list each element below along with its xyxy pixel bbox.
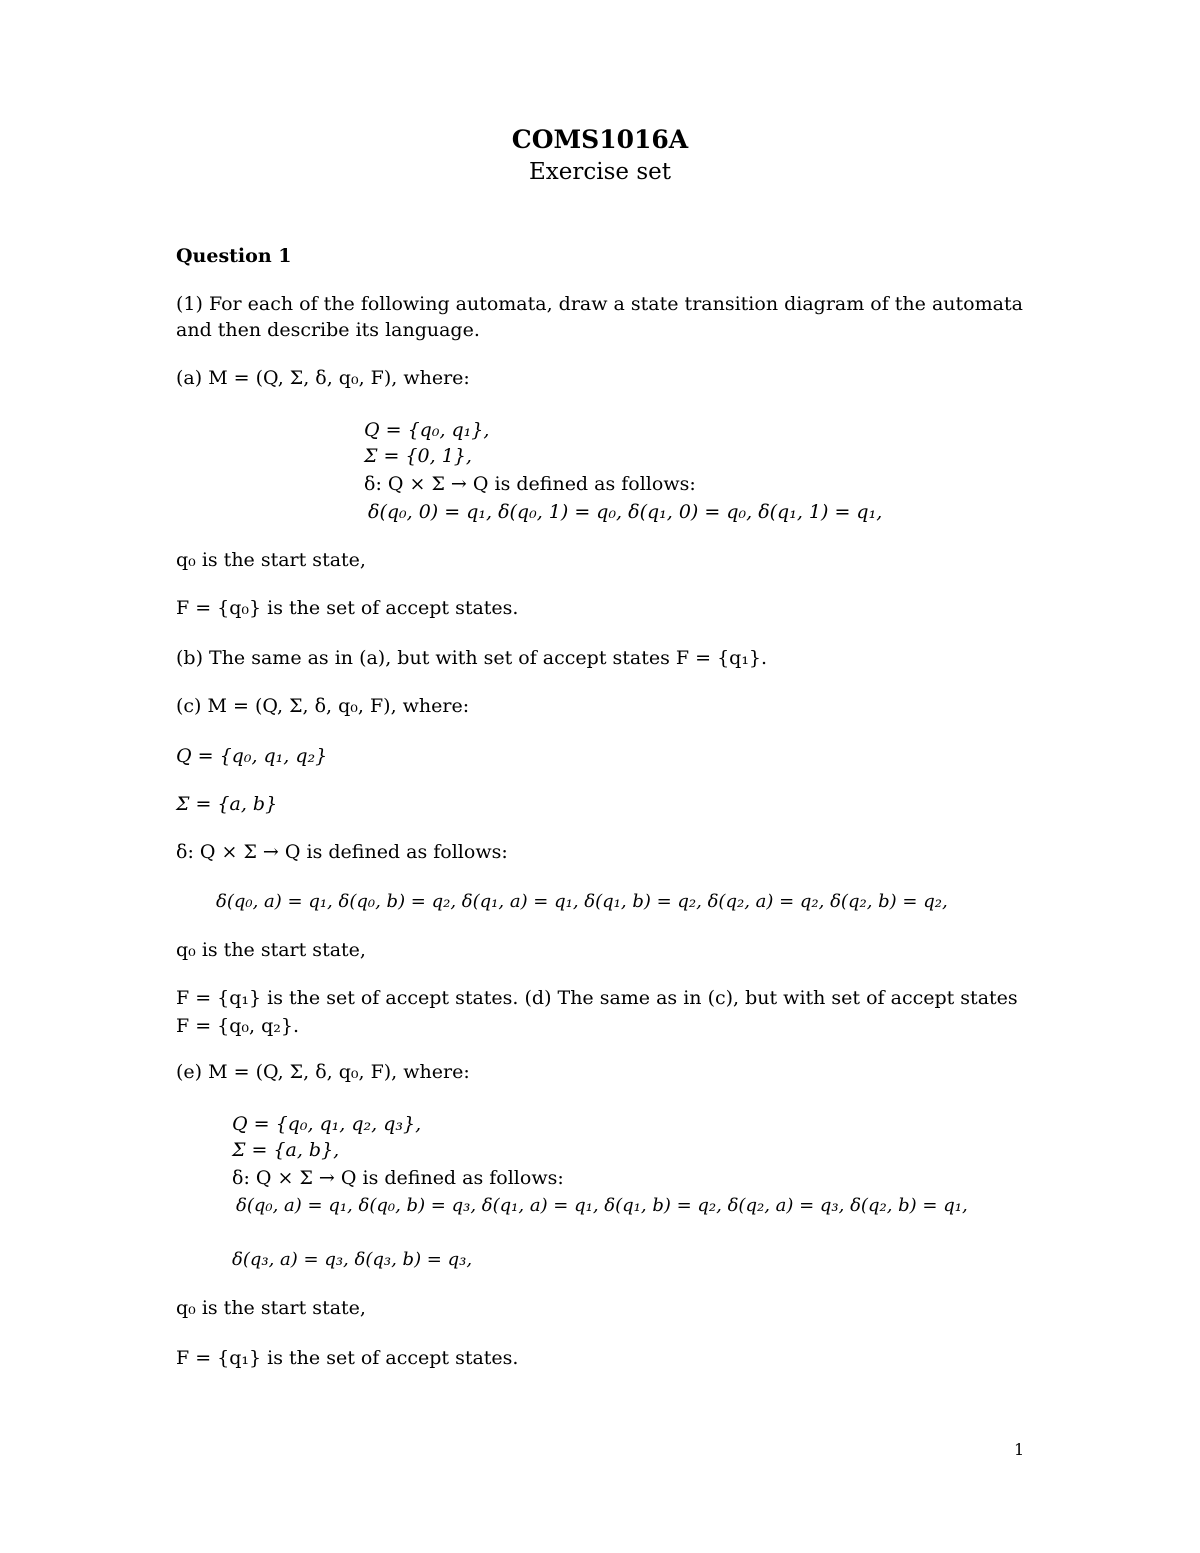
part-a-accept-states: F = {q₀} is the set of accept states. xyxy=(176,597,519,619)
part-a-delta-definition: δ: Q × Σ → Q is defined as follows: xyxy=(364,473,696,495)
part-e-alphabet: Σ = {a, b}, xyxy=(232,1139,340,1161)
part-c-states: Q = {q₀, q₁, q₂} xyxy=(176,745,328,767)
part-c-transitions: δ(q₀, a) = q₁, δ(q₀, b) = q₂, δ(q₁, a) = q₁, δ(q₁, b) = q₂, δ(q₂, a) = q₂, δ(q₂, b) = q₂, xyxy=(216,891,948,912)
question-heading: Question 1 xyxy=(176,245,292,267)
part-c-alphabet: Σ = {a, b} xyxy=(176,793,278,815)
part-a-states: Q = {q₀, q₁}, xyxy=(364,419,490,441)
document-title: COMS1016A xyxy=(511,125,689,154)
part-e-transitions-2: δ(q₃, a) = q₃, δ(q₃, b) = q₃, xyxy=(232,1249,473,1270)
part-a-definition: (a) M = (Q, Σ, δ, q₀, F), where: xyxy=(176,367,470,389)
document-subtitle: Exercise set xyxy=(529,159,671,185)
part-a-transitions: δ(q₀, 0) = q₁, δ(q₀, 1) = q₀, δ(q₁, 0) = q₀, δ(q₁, 1) = q₁, xyxy=(368,501,883,523)
part-b-text: (b) The same as in (a), but with set of accept states F = {q₁}. xyxy=(176,647,768,669)
page-number: 1 xyxy=(1014,1440,1025,1459)
part-e-accept-states: F = {q₁} is the set of accept states. xyxy=(176,1347,519,1369)
part-e-states: Q = {q₀, q₁, q₂, q₃}, xyxy=(232,1113,422,1135)
part-a-start-state: q₀ is the start state, xyxy=(176,549,366,571)
part-c-delta-definition: δ: Q × Σ → Q is defined as follows: xyxy=(176,841,508,863)
part-e-definition: (e) M = (Q, Σ, δ, q₀, F), where: xyxy=(176,1061,470,1083)
part-e-delta-definition: δ: Q × Σ → Q is defined as follows: xyxy=(232,1167,564,1189)
part-a-alphabet: Σ = {0, 1}, xyxy=(364,445,472,467)
part-e-transitions-1: δ(q₀, a) = q₁, δ(q₀, b) = q₃, δ(q₁, a) = q₁, δ(q₁, b) = q₂, δ(q₂, a) = q₃, δ(q₂, b) = q₁, xyxy=(236,1195,968,1216)
part-c-definition: (c) M = (Q, Σ, δ, q₀, F), where: xyxy=(176,695,470,717)
part-c-accept-line-1: F = {q₁} is the set of accept states. (d) The same as in (c), but with set of accept states xyxy=(176,987,1018,1009)
part-c-accept-line-2: F = {q₀, q₂}. xyxy=(176,1015,300,1037)
part-c-start-state: q₀ is the start state, xyxy=(176,939,366,961)
part-e-start-state: q₀ is the start state, xyxy=(176,1297,366,1319)
intro-line-1: (1) For each of the following automata, draw a state transition diagram of the automata xyxy=(176,293,1023,315)
intro-line-2: and then describe its language. xyxy=(176,319,480,341)
